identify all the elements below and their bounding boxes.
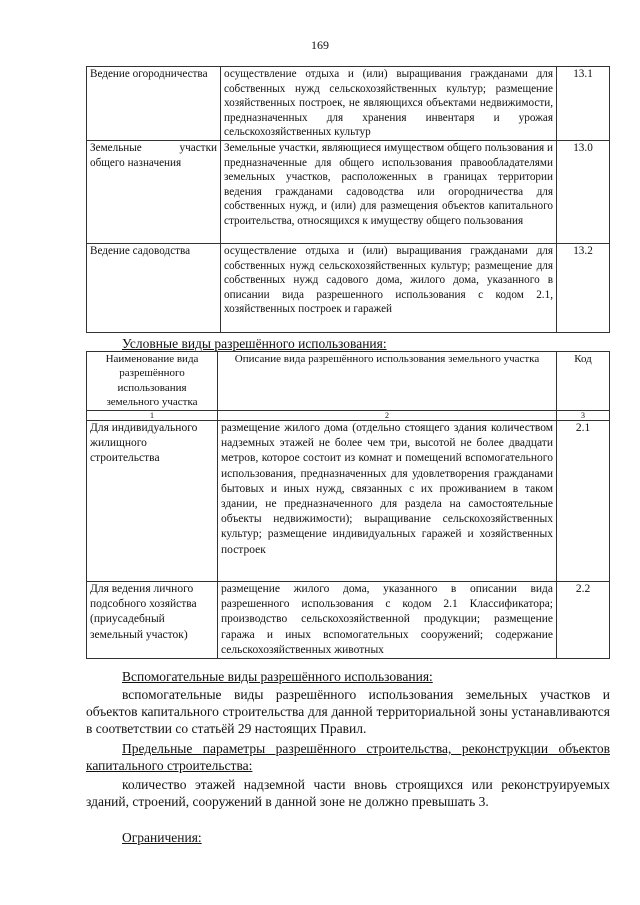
use-description-cell: размещение жилого дома (отдельно стоящего здания количеством надземных этажей не более чем три, высотой не более двадцати метров, которое состоит из комнат и помещений вспомогательного использования, предназначенных для удовлетворения гражданами бытовых и иных нужд, связанных с их проживанием в таком здании, не предназначенного для раздела на самостоятельные объекты недвижимости); выращивание сельскохозяйственных культур; размещение индивидуальных гаражей и хозяйственных построек [218, 421, 557, 582]
table-row [87, 582, 610, 659]
column-number-cell: 3 [557, 411, 610, 421]
table-header-row [87, 352, 610, 411]
use-description-cell: размещение жилого дома, указанного в описании вида разрешенного использования с кодом 2.1 Классификатора; производство сельскохозяйственной продукции; размещение гаража и иных вспомогательных сооружений; содержание сельскохозяйственных животных [218, 582, 557, 659]
table-row [87, 140, 610, 243]
restrictions-title: Ограничения: [122, 830, 202, 845]
page-number: 169 [311, 38, 329, 52]
limits-text: количество этажей надземной части вновь строящихся или реконструируемых зданий, строений, сооружений в данной зоне не должно превышать 3. [86, 777, 610, 809]
use-code-cell: 2.1 [557, 421, 610, 582]
column-number-cell: 2 [218, 411, 557, 421]
use-name-cell: Земельные участки общего назначения [87, 140, 221, 243]
auxiliary-uses-title: Вспомогательные виды разрешённого использования: [122, 669, 433, 684]
use-name-cell: Ведение огородничества [87, 67, 221, 141]
column-number-row [87, 411, 610, 421]
auxiliary-uses-text: вспомогательные виды разрешённого использования земельных участков и объектов капитального строительства для данной территориальной зоны устанавливаются в соответствии со статьёй 29 настоящих Правил. [86, 687, 610, 736]
use-code-cell: 13.0 [557, 140, 610, 243]
limits-title: Предельные параметры разрешённого строительства, реконструкции объектов капитального строительства: [86, 741, 610, 773]
permitted-use-table-continuation [86, 66, 610, 333]
column-number-cell: 1 [87, 411, 218, 421]
table-row [87, 421, 610, 582]
use-name-cell: Для индивидуального жилищного строительства [87, 421, 218, 582]
use-name-cell: Для ведения личного подсобного хозяйства (приусадебный земельный участок) [87, 582, 218, 659]
header-name-cell: Наименование вида разрешённого использования земельного участка [87, 352, 218, 411]
table-row [87, 243, 610, 332]
conditional-use-table [86, 351, 610, 659]
use-code-cell: 13.2 [557, 243, 610, 332]
use-description-cell: осуществление отдыха и (или) выращивания гражданами для собственных нужд сельскохозяйственных культур; размещение для собственных нужд садового дома, жилого дома, указанного в описании вида разрешенного использования с кодом 2.1, хозяйственных построек и гаражей [221, 243, 557, 332]
use-description-cell: Земельные участки, являющиеся имуществом общего пользования и предназначенные для общего использования правообладателями земельных участков, расположенных в границах территории ведения гражданами садоводства или огородничества для собственных нужд, и (или) для размещения объектов капитального строительства, относящихся к имуществу общего пользования [221, 140, 557, 243]
use-description-cell: осуществление отдыха и (или) выращивания гражданами для собственных нужд сельскохозяйственных культур; размещение хозяйственных построек, не являющихся объектами недвижимости, предназначенных для хранения инвентаря и урожая сельскохозяйственных культур [221, 67, 557, 141]
conditional-uses-title: Условные виды разрешённого использования: [122, 336, 387, 351]
header-description-cell: Описание вида разрешённого использования земельного участка [218, 352, 557, 411]
use-code-cell: 2.2 [557, 582, 610, 659]
use-name-cell: Ведение садоводства [87, 243, 221, 332]
use-code-cell: 13.1 [557, 67, 610, 141]
header-code-cell: Код [557, 352, 610, 411]
table-row [87, 67, 610, 141]
